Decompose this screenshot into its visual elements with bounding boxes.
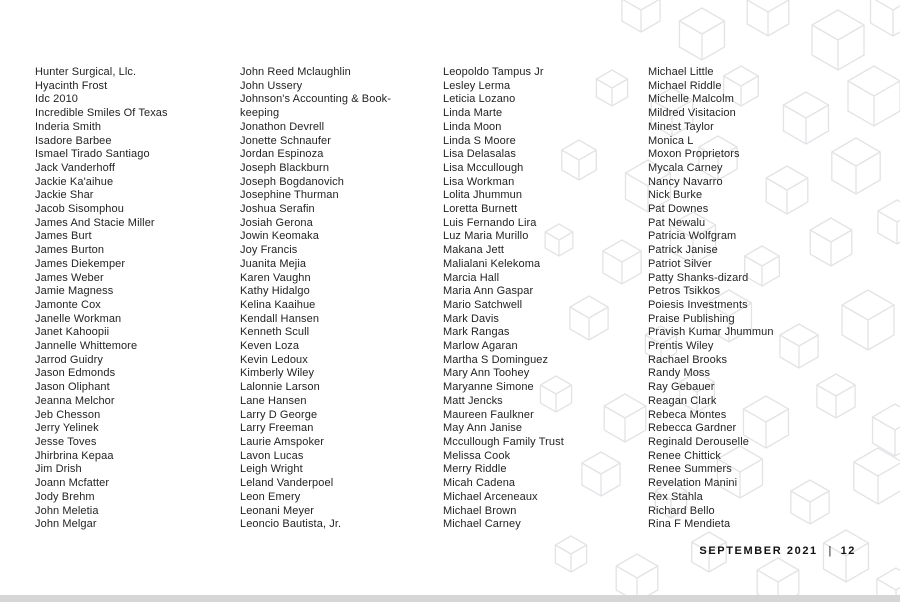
donor-name: Laurie Amspoker (240, 435, 325, 448)
donor-name: Moxon Proprietors (648, 148, 740, 161)
donor-name: Lisa Mccullough (443, 161, 524, 174)
donor-name: Jerry Yelinek (35, 422, 99, 435)
donor-name: Jeanna Melchor (35, 394, 115, 407)
donor-name: Rex Stahla (648, 490, 703, 503)
donor-name: James And Stacie Miller (35, 216, 155, 229)
donor-name: Juanita Mejia (240, 257, 307, 270)
page-footer (699, 545, 856, 557)
bottom-edge-strip (0, 595, 900, 602)
donor-name: Lolita Jhummun (443, 189, 523, 202)
donor-name: Reginald Derouselle (648, 435, 749, 448)
donor-name: Janet Kahoopii (35, 326, 110, 339)
donor-name: Patriot Silver (648, 257, 712, 270)
donor-name: Maryanne Simone (443, 381, 534, 394)
donor-name: Marlow Agaran (443, 340, 518, 353)
donor-name: Hyacinth Frost (35, 79, 108, 92)
donor-name: Loretta Burnett (443, 203, 518, 216)
donor-name: Josephine Thurman (240, 189, 339, 202)
donor-name: James Weber (35, 271, 104, 284)
donor-name: Larry D George (240, 408, 318, 421)
donor-name: John Meletia (35, 504, 99, 517)
donor-name: Marcia Hall (443, 271, 500, 284)
donor-name: Mark Davis (443, 312, 500, 325)
donor-name: Leigh Wright (240, 463, 303, 476)
donor-name: Keven Loza (240, 340, 300, 353)
donor-name: Jason Oliphant (35, 381, 110, 394)
donor-name: Isadore Barbee (35, 134, 112, 147)
donor-name: Patricia Wolfgram (648, 230, 737, 243)
donor-name: Leopoldo Tampus Jr (443, 66, 544, 78)
donor-name: Leonani Meyer (240, 504, 315, 517)
donor-name: Joann Mcfatter (35, 477, 110, 490)
donor-name: Jeb Chesson (35, 408, 101, 421)
donor-name: Jody Brehm (35, 490, 95, 503)
donor-name: Rebecca Gardner (648, 422, 737, 435)
cube-outline-icon (878, 200, 900, 244)
donor-name: Leon Emery (240, 490, 301, 503)
cube-outline-icon (871, 0, 900, 36)
donor-name: Larry Freeman (240, 422, 314, 435)
donor-name: Joseph Blackburn (240, 161, 330, 174)
donor-name: Malialani Kelekoma (443, 257, 541, 270)
footer-separator: | (828, 545, 833, 557)
cube-outline-icon (812, 10, 864, 70)
donor-name: Minest Taylor (648, 120, 714, 133)
donor-name: Joy Francis (240, 244, 298, 257)
donor-name: Matt Jencks (443, 394, 503, 407)
donor-name: Pravish Kumar Jhummun (648, 326, 774, 339)
donor-name: Michael Little (648, 66, 714, 78)
donor-name: Lisa Workman (443, 175, 515, 188)
donor-name: May Ann Janise (443, 422, 523, 435)
donor-name: Pat Newalu (648, 216, 706, 229)
donor-name: Jhirbrina Kepaa (35, 449, 114, 462)
donor-name: Jacob Sisomphou (35, 203, 124, 216)
donor-name: Incredible Smiles Of Texas (35, 107, 168, 120)
cube-outline-icon (622, 0, 660, 32)
donor-name: Jowin Keomaka (240, 230, 319, 243)
donor-name: Linda S Moore (443, 134, 516, 147)
donor-name: Merry Riddle (443, 463, 507, 476)
donor-name: Josiah Gerona (240, 216, 313, 229)
donor-name: Karen Vaughn (240, 271, 311, 284)
donor-name: Joseph Bogdanovich (240, 175, 344, 188)
donor-name: Monica L (648, 134, 694, 147)
donor-name: Linda Moon (443, 120, 502, 133)
donor-name: Inderia Smith (35, 120, 102, 133)
name-column-3 (443, 66, 648, 532)
donor-name: Jesse Toves (35, 435, 97, 448)
donor-name: John Ussery (240, 79, 303, 92)
donor-name: Michael Brown (443, 504, 517, 517)
donor-name: Idc 2010 (35, 93, 79, 106)
donor-name: Jordan Espinoza (240, 148, 324, 161)
donor-name: Kenneth Scull (240, 326, 310, 339)
donor-name: Kendall Hansen (240, 312, 320, 325)
donor-name: Renee Chittick (648, 449, 721, 462)
name-columns (35, 66, 880, 532)
donor-name: Mario Satchwell (443, 298, 523, 311)
donor-name: Lesley Lerma (443, 79, 511, 92)
donor-name: Lane Hansen (240, 394, 307, 407)
donor-name: Leoncio Bautista, Jr. (240, 518, 342, 531)
donor-name: Martha S Dominguez (443, 353, 549, 366)
donor-name: Melissa Cook (443, 449, 511, 462)
donor-name: Leticia Lozano (443, 93, 516, 106)
donor-name: Jamie Magness (35, 285, 114, 298)
donor-name: Ismael Tirado Santiago (35, 148, 150, 161)
issue-date: SEPTEMBER 2021 (699, 545, 818, 557)
donor-name: Renee Summers (648, 463, 732, 476)
donor-name: Luz Maria Murillo (443, 230, 529, 243)
donor-name: Mycala Carney (648, 161, 723, 174)
donor-name: Jason Edmonds (35, 367, 116, 380)
donor-name: Randy Moss (648, 367, 711, 380)
donor-name: Michelle Malcolm (648, 93, 734, 106)
name-column-2 (240, 66, 443, 532)
donor-name: Patrick Janise (648, 244, 718, 257)
donor-name: Revelation Manini (648, 477, 738, 490)
donor-name: James Diekemper (35, 257, 126, 270)
donor-name: James Burt (35, 230, 92, 243)
donor-name: Kelina Kaaihue (240, 298, 316, 311)
donor-name: Makana Jett (443, 244, 505, 257)
page-number: 12 (840, 545, 856, 557)
donor-name: Ray Gebauer (648, 381, 715, 394)
donor-name: Jack Vanderhoff (35, 161, 115, 174)
donor-name: Joshua Serafin (240, 203, 315, 216)
donor-name: Jarrod Guidry (35, 353, 103, 366)
name-column-4 (648, 66, 880, 532)
donor-name: Mccullough Family Trust (443, 435, 564, 448)
donor-name: Rina F Mendieta (648, 518, 731, 531)
donor-name: Rachael Brooks (648, 353, 728, 366)
donor-name: Johnson's Accounting & Book-keeping (240, 93, 392, 120)
donor-name: Michael Carney (443, 518, 521, 531)
donor-name: Praise Publishing (648, 312, 735, 325)
donor-name: Maureen Faulkner (443, 408, 534, 421)
donor-name: Hunter Surgical, Llc. (35, 66, 137, 78)
donor-name: Mildred Visitacion (648, 107, 736, 120)
donor-name: John Melgar (35, 518, 97, 531)
donor-name: Poiesis Investments (648, 298, 748, 311)
donor-name: Micah Cadena (443, 477, 516, 490)
donor-name: Michael Arceneaux (443, 490, 538, 503)
donor-name: Jamonte Cox (35, 298, 101, 311)
donor-name: Kevin Ledoux (240, 353, 308, 366)
donor-name: Janelle Workman (35, 312, 122, 325)
donor-name: Leland Vanderpoel (240, 477, 334, 490)
donor-name: Jonette Schnaufer (240, 134, 331, 147)
donor-name: John Reed Mclaughlin (240, 66, 351, 78)
donor-name: Jackie Ka'aihue (35, 175, 114, 188)
donor-name: Rebeca Montes (648, 408, 727, 421)
cube-outline-icon (680, 8, 725, 60)
donor-name: Lavon Lucas (240, 449, 304, 462)
donor-name: Nick Burke (648, 189, 703, 202)
donor-name: Pat Downes (648, 203, 709, 216)
donor-name: Jonathon Devrell (240, 120, 325, 133)
donor-name: James Burton (35, 244, 105, 257)
donor-name: Petros Tsikkos (648, 285, 721, 298)
donor-name: Prentis Wiley (648, 340, 714, 353)
cube-outline-icon (747, 0, 789, 36)
donor-name: Luis Fernando Lira (443, 216, 537, 229)
donor-name: Kathy Hidalgo (240, 285, 310, 298)
donor-name: Lisa Delasalas (443, 148, 516, 161)
donor-name: Jackie Shar (35, 189, 94, 202)
donor-name: Maria Ann Gaspar (443, 285, 534, 298)
donor-name: Patty Shanks-dizard (648, 271, 749, 284)
donor-name: Nancy Navarro (648, 175, 723, 188)
cube-outline-icon (555, 536, 586, 572)
donor-name: Mark Rangas (443, 326, 510, 339)
name-column-1 (35, 66, 240, 532)
donor-name: Mary Ann Toohey (443, 367, 530, 380)
donor-name: Richard Bello (648, 504, 715, 517)
donor-name: Linda Marte (443, 107, 503, 120)
donor-name: Jannelle Whittemore (35, 340, 138, 353)
donor-name: Kimberly Wiley (240, 367, 315, 380)
donor-name: Jim Drish (35, 463, 82, 476)
donor-name: Reagan Clark (648, 394, 717, 407)
donor-name: Lalonnie Larson (240, 381, 320, 394)
donor-name: Michael Riddle (648, 79, 722, 92)
